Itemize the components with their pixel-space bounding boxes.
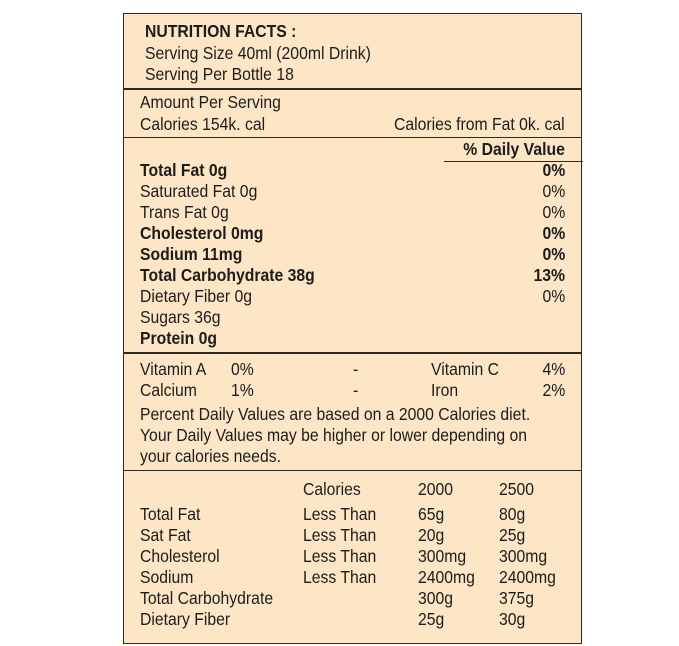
ref-value-2500: 25g xyxy=(499,525,526,545)
ref-nutrient: Total Carbohydrate xyxy=(140,588,274,608)
nutrient-dv: 0% xyxy=(542,223,565,243)
nutrient-name: Dietary Fiber 0g xyxy=(140,286,253,306)
vitamin-name: Vitamin A xyxy=(140,359,207,379)
serving-size: Serving Size 40ml (200ml Drink) xyxy=(145,43,371,63)
ref-nutrient: Sodium xyxy=(140,567,194,587)
ref-value-2500: 80g xyxy=(499,504,526,524)
ref-nutrient: Total Fat xyxy=(140,504,201,524)
ref-value-2500: 375g xyxy=(499,588,535,608)
vitamin-name: Vitamin C xyxy=(431,359,499,379)
ref-limit: Less Than xyxy=(303,546,377,566)
nutrient-name: Total Carbohydrate 38g xyxy=(140,265,315,285)
ref-limit: Less Than xyxy=(303,504,377,524)
ref-limit: Less Than xyxy=(303,525,377,545)
vitamin-separator: - xyxy=(353,380,359,400)
calories-value: Calories 154k. cal xyxy=(140,114,266,134)
label-title: NUTRITION FACTS : xyxy=(145,21,297,41)
nutrient-name: Sodium 11mg xyxy=(140,244,243,264)
ref-header: Calories xyxy=(303,479,361,499)
ref-value-2500: 2400mg xyxy=(499,567,556,587)
nutrient-dv: 0% xyxy=(542,286,565,306)
vitamin-separator: - xyxy=(353,359,359,379)
nutrient-name: Total Fat 0g xyxy=(140,160,228,180)
footnote-line: your calories needs. xyxy=(140,446,281,466)
servings-per-bottle: Serving Per Bottle 18 xyxy=(145,64,294,84)
ref-header: 2000 xyxy=(418,479,454,499)
daily-value-header: % Daily Value xyxy=(463,139,565,159)
ref-value-2000: 300g xyxy=(418,588,454,608)
ref-value-2000: 25g xyxy=(418,609,445,629)
nutrient-name: Cholesterol 0mg xyxy=(140,223,264,243)
nutrient-dv: 0% xyxy=(542,181,565,201)
divider xyxy=(124,88,581,90)
ref-value-2500: 30g xyxy=(499,609,526,629)
nutrient-dv: 0% xyxy=(542,202,565,222)
ref-nutrient: Cholesterol xyxy=(140,546,220,566)
vitamin-name: Iron xyxy=(431,380,459,400)
ref-value-2000: 300mg xyxy=(418,546,467,566)
vitamin-value: 1% xyxy=(231,380,254,400)
nutrient-name: Saturated Fat 0g xyxy=(140,181,258,201)
ref-value-2000: 20g xyxy=(418,525,445,545)
vitamin-value: 0% xyxy=(231,359,254,379)
divider xyxy=(124,470,581,471)
ref-nutrient: Sat Fat xyxy=(140,525,191,545)
nutrient-name: Sugars 36g xyxy=(140,307,221,327)
nutrient-dv: 0% xyxy=(542,160,565,180)
nutrition-label xyxy=(123,13,582,644)
vitamin-value: 4% xyxy=(542,359,565,379)
ref-limit: Less Than xyxy=(303,567,377,587)
amount-per-serving: Amount Per Serving xyxy=(140,92,281,112)
nutrient-name: Protein 0g xyxy=(140,328,218,348)
ref-value-2000: 2400mg xyxy=(418,567,475,587)
nutrient-dv: 13% xyxy=(533,265,565,285)
ref-nutrient: Dietary Fiber xyxy=(140,609,231,629)
footnote-line: Your Daily Values may be higher or lower depending on xyxy=(140,425,527,445)
ref-value-2000: 65g xyxy=(418,504,445,524)
vitamin-value: 2% xyxy=(542,380,565,400)
nutrient-name: Trans Fat 0g xyxy=(140,202,229,222)
ref-header: 2500 xyxy=(499,479,535,499)
divider xyxy=(124,137,581,138)
footnote-line: Percent Daily Values are based on a 2000 Calories diet. xyxy=(140,404,531,424)
vitamin-name: Calcium xyxy=(140,380,197,400)
calories-from-fat: Calories from Fat 0k. cal xyxy=(394,114,565,134)
ref-value-2500: 300mg xyxy=(499,546,548,566)
nutrient-dv: 0% xyxy=(542,244,565,264)
divider xyxy=(124,352,581,354)
